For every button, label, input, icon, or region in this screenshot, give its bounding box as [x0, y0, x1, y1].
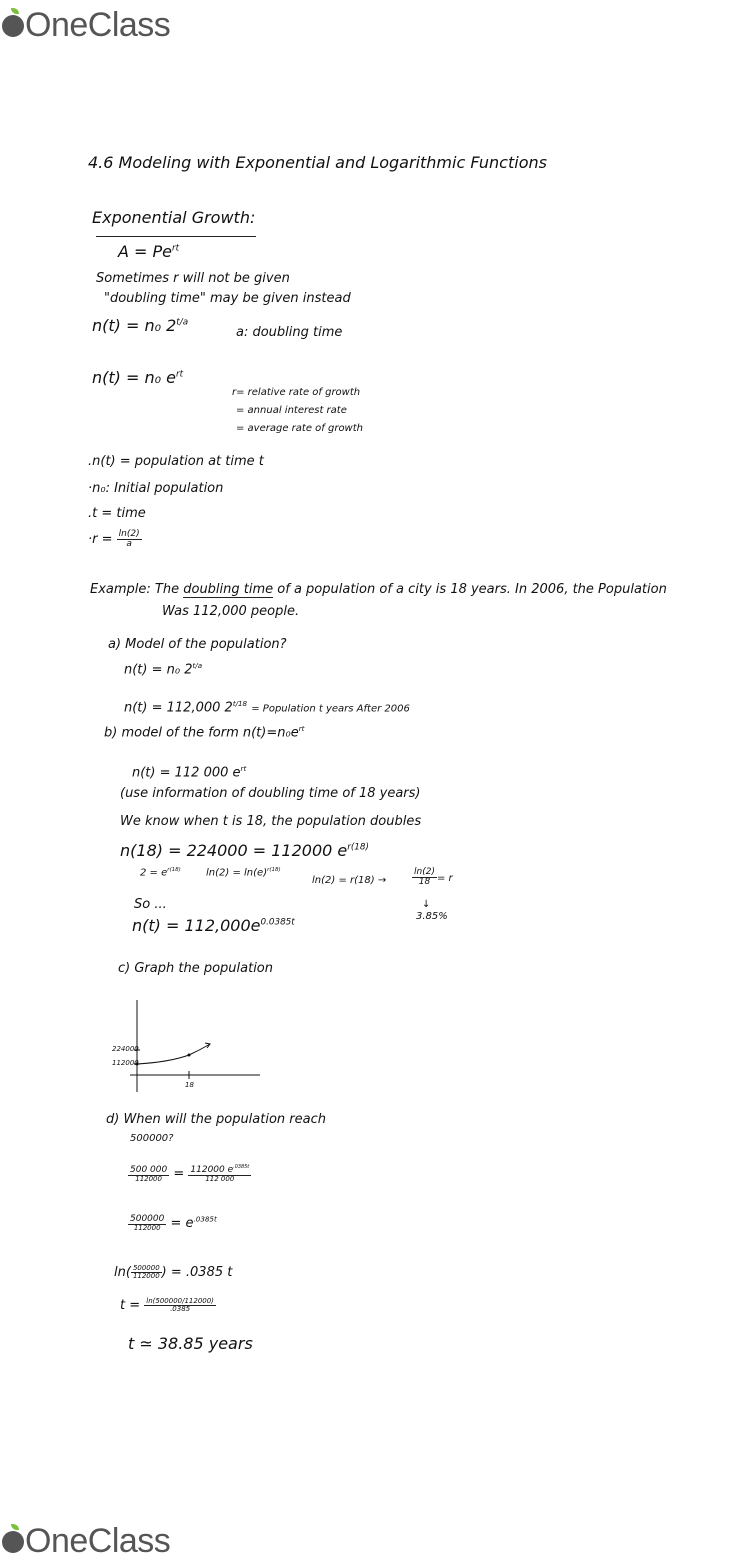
data-point: [188, 1054, 191, 1057]
part-d-label: 500000?: [130, 1133, 174, 1144]
arrow-down-icon: ↓: [422, 899, 431, 910]
equation: n(t) = 112 000 $e^{rt}$: [132, 764, 247, 781]
brand-name: OneClass: [25, 6, 171, 44]
bullet: .t = time: [88, 506, 146, 521]
equation: $n(t) = 112,000e^{0.0385t}$: [132, 916, 295, 935]
oneclass-logo-top: [2, 6, 170, 45]
fraction: $\frac{\ln(2)}{18}$ = r: [414, 867, 453, 887]
note: (use information of doubling time of 18 years): [120, 786, 421, 801]
example-line: Example: The doubling time of a population of a city is 18 years. In 2006, the Population: [90, 582, 667, 597]
equation: n(t) = 112,000 $2^{t/18}$ = Population t years After 2006: [124, 699, 410, 716]
equation: t = $\frac{\ln(500000/112000)}{.0385}$: [120, 1297, 214, 1313]
bullet: .n(t) = population at time t: [88, 454, 264, 469]
growth-curve: [137, 1044, 210, 1064]
note: Sometimes r will not be given: [96, 271, 290, 286]
part-b-label: b) model of the form $n(t)=n_0e^{rt}$: [104, 724, 305, 741]
doubling-equation: n(t) = n₀ $2^{t/a}$: [92, 316, 189, 335]
growth-equation: n(t) = n₀ $e^{rt}$: [92, 368, 184, 387]
apple-logo-icon: [2, 1531, 24, 1553]
x-tick-label: 18: [185, 1081, 194, 1089]
section-heading: Exponential Growth:: [92, 208, 256, 227]
heading-underline: [96, 236, 256, 237]
page-title: 4.6 Modeling with Exponential and Logarithmic Functions: [88, 153, 547, 172]
bullet: ·r = $\frac{\ln(2)}{a}$: [88, 529, 140, 549]
apple-logo-icon: [2, 15, 24, 37]
equation: ln( $\frac{500000}{112000}$ ) = .0385 t: [114, 1264, 233, 1280]
part-a-label: a) Model of the population?: [108, 637, 287, 652]
answer: t ≃ 38.85 years: [128, 1334, 253, 1353]
brand-name: OneClass: [25, 1522, 171, 1560]
formula-continuous: $A = Pe^{rt}$: [118, 242, 180, 261]
example-line: Was 112,000 people.: [162, 604, 300, 619]
bullet: ·n₀: Initial population: [88, 481, 224, 496]
equation: $\frac{500 000}{112000}$ = $\frac{112000 e^{.0385t}}{112 000}$: [130, 1164, 250, 1183]
note: "doubling time" may be given instead: [104, 291, 351, 306]
doubling-note: a: doubling time: [236, 325, 343, 340]
part-c-label: c) Graph the population: [118, 961, 274, 976]
note: We know when t is 18, the population doubles: [120, 814, 422, 829]
y-tick-label: 224000: [112, 1045, 139, 1053]
rate-percent: 3.85%: [416, 911, 448, 922]
part-d-label: d) When will the population reach: [106, 1112, 326, 1127]
equation: ln(2) = r(18) →: [312, 875, 387, 886]
note: So ...: [134, 897, 167, 912]
y-tick-label: 112000: [112, 1059, 139, 1067]
equation: n(t) = n₀ $2^{t/a}$: [124, 661, 203, 678]
r-def: = annual interest rate: [236, 405, 347, 416]
r-def: r= relative rate of growth: [232, 387, 361, 398]
oneclass-logo-bottom: [2, 1522, 170, 1561]
equation: $2 = e^{r(18)}$: [140, 867, 181, 879]
equation: $\ln(2) = \ln(e)^{r(18)}$: [206, 867, 281, 879]
equation: n(18) = 224000 = 112000 $e^{r(18)}$: [120, 841, 369, 860]
equation: $\frac{500000}{112000}$ = $e^{.0385t}$: [130, 1214, 217, 1232]
r-def: = average rate of growth: [236, 423, 363, 434]
